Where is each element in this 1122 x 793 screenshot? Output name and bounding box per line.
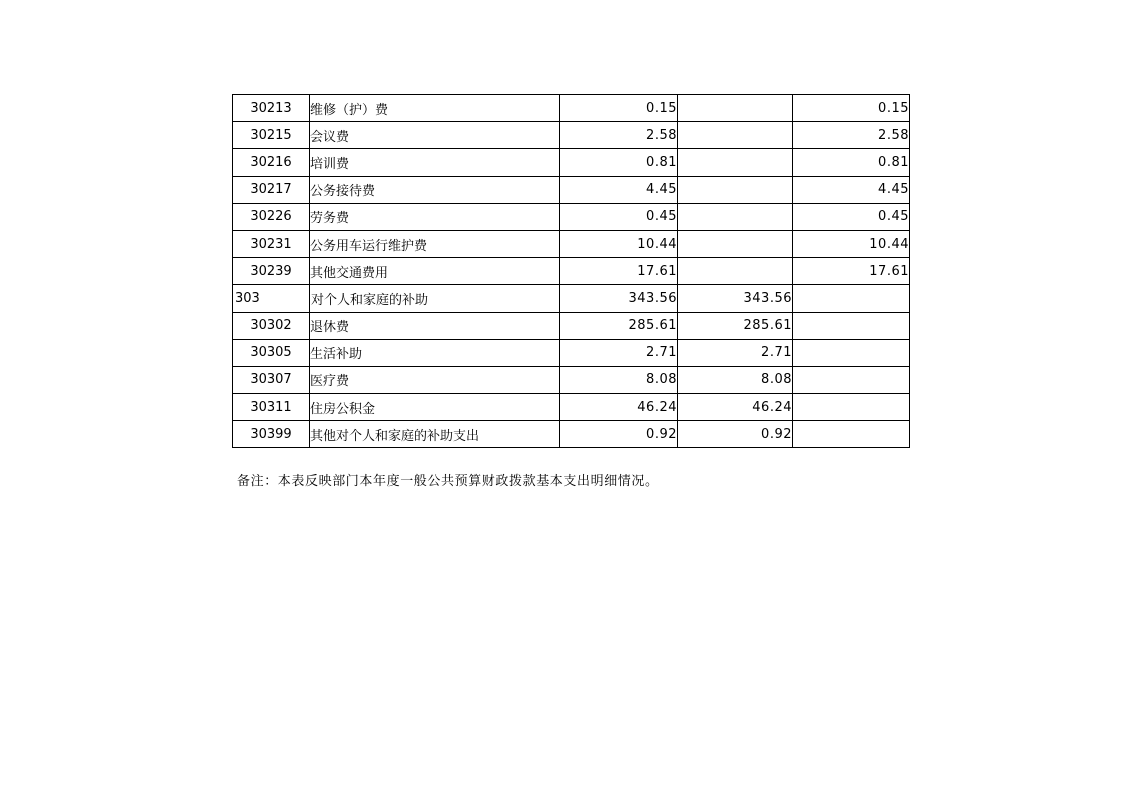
table-row: [233, 122, 910, 149]
table-row: [233, 366, 910, 393]
cell-total: 343.56: [560, 285, 678, 312]
cell-project-expenditure: 0.81: [793, 149, 910, 176]
budget-sheet: [232, 94, 910, 448]
cell-subject-name: 其他交通费用: [310, 258, 560, 285]
cell-subject-name: 对个人和家庭的补助: [310, 285, 560, 312]
cell-subject-code: 30302: [233, 312, 310, 339]
cell-subject-code: 30215: [233, 122, 310, 149]
cell-subject-code: 30239: [233, 258, 310, 285]
cell-subject-name: 培训费: [310, 149, 560, 176]
table-row: [233, 312, 910, 339]
cell-total: 0.45: [560, 203, 678, 230]
cell-basic-expenditure: [678, 176, 793, 203]
cell-subject-name: 会议费: [310, 122, 560, 149]
cell-subject-code: 30213: [233, 95, 310, 122]
table-row: [233, 95, 910, 122]
cell-basic-expenditure: [678, 122, 793, 149]
cell-subject-name: 其他对个人和家庭的补助支出: [310, 421, 560, 448]
cell-basic-expenditure: [678, 230, 793, 257]
cell-subject-name: 公务接待费: [310, 176, 560, 203]
cell-basic-expenditure: [678, 149, 793, 176]
table-row: [233, 394, 910, 421]
cell-total: 8.08: [560, 366, 678, 393]
cell-project-expenditure: [793, 339, 910, 366]
expenditure-detail-table: [232, 94, 910, 448]
table-row: [233, 149, 910, 176]
cell-subject-name: 住房公积金: [310, 394, 560, 421]
cell-subject-name: 维修（护）费: [310, 95, 560, 122]
cell-subject-code: 30226: [233, 203, 310, 230]
cell-project-expenditure: [793, 285, 910, 312]
table-row: [233, 421, 910, 448]
cell-subject-name: 医疗费: [310, 366, 560, 393]
table-row: [233, 176, 910, 203]
table-row: [233, 285, 910, 312]
cell-project-expenditure: 2.58: [793, 122, 910, 149]
table-body: [233, 95, 910, 448]
cell-subject-code: 30399: [233, 421, 310, 448]
cell-project-expenditure: [793, 421, 910, 448]
cell-project-expenditure: 0.15: [793, 95, 910, 122]
cell-project-expenditure: [793, 394, 910, 421]
cell-project-expenditure: 10.44: [793, 230, 910, 257]
table-row: [233, 203, 910, 230]
cell-basic-expenditure: [678, 95, 793, 122]
table-row: [233, 258, 910, 285]
cell-project-expenditure: 0.45: [793, 203, 910, 230]
table-footnote: 备注：本表反映部门本年度一般公共预算财政拨款基本支出明细情况。: [237, 474, 659, 489]
cell-subject-name: 劳务费: [310, 203, 560, 230]
cell-project-expenditure: 17.61: [793, 258, 910, 285]
cell-project-expenditure: [793, 366, 910, 393]
cell-basic-expenditure: 46.24: [678, 394, 793, 421]
cell-subject-name: 退休费: [310, 312, 560, 339]
cell-basic-expenditure: [678, 203, 793, 230]
cell-subject-code: 30217: [233, 176, 310, 203]
cell-total: 4.45: [560, 176, 678, 203]
cell-total: 0.92: [560, 421, 678, 448]
cell-subject-code: 30305: [233, 339, 310, 366]
table-row: [233, 230, 910, 257]
cell-subject-code: 30307: [233, 366, 310, 393]
table-row: [233, 339, 910, 366]
cell-total: 2.58: [560, 122, 678, 149]
cell-subject-code: 30311: [233, 394, 310, 421]
cell-total: 0.81: [560, 149, 678, 176]
cell-subject-code: 303: [233, 285, 310, 312]
cell-basic-expenditure: 8.08: [678, 366, 793, 393]
cell-subject-code: 30216: [233, 149, 310, 176]
cell-basic-expenditure: 2.71: [678, 339, 793, 366]
cell-project-expenditure: 4.45: [793, 176, 910, 203]
cell-total: 2.71: [560, 339, 678, 366]
cell-subject-name: 生活补助: [310, 339, 560, 366]
cell-total: 285.61: [560, 312, 678, 339]
cell-basic-expenditure: [678, 258, 793, 285]
cell-basic-expenditure: 0.92: [678, 421, 793, 448]
cell-total: 10.44: [560, 230, 678, 257]
cell-total: 0.15: [560, 95, 678, 122]
cell-subject-code: 30231: [233, 230, 310, 257]
cell-subject-name: 公务用车运行维护费: [310, 230, 560, 257]
cell-basic-expenditure: 343.56: [678, 285, 793, 312]
cell-total: 46.24: [560, 394, 678, 421]
cell-basic-expenditure: 285.61: [678, 312, 793, 339]
cell-total: 17.61: [560, 258, 678, 285]
cell-project-expenditure: [793, 312, 910, 339]
